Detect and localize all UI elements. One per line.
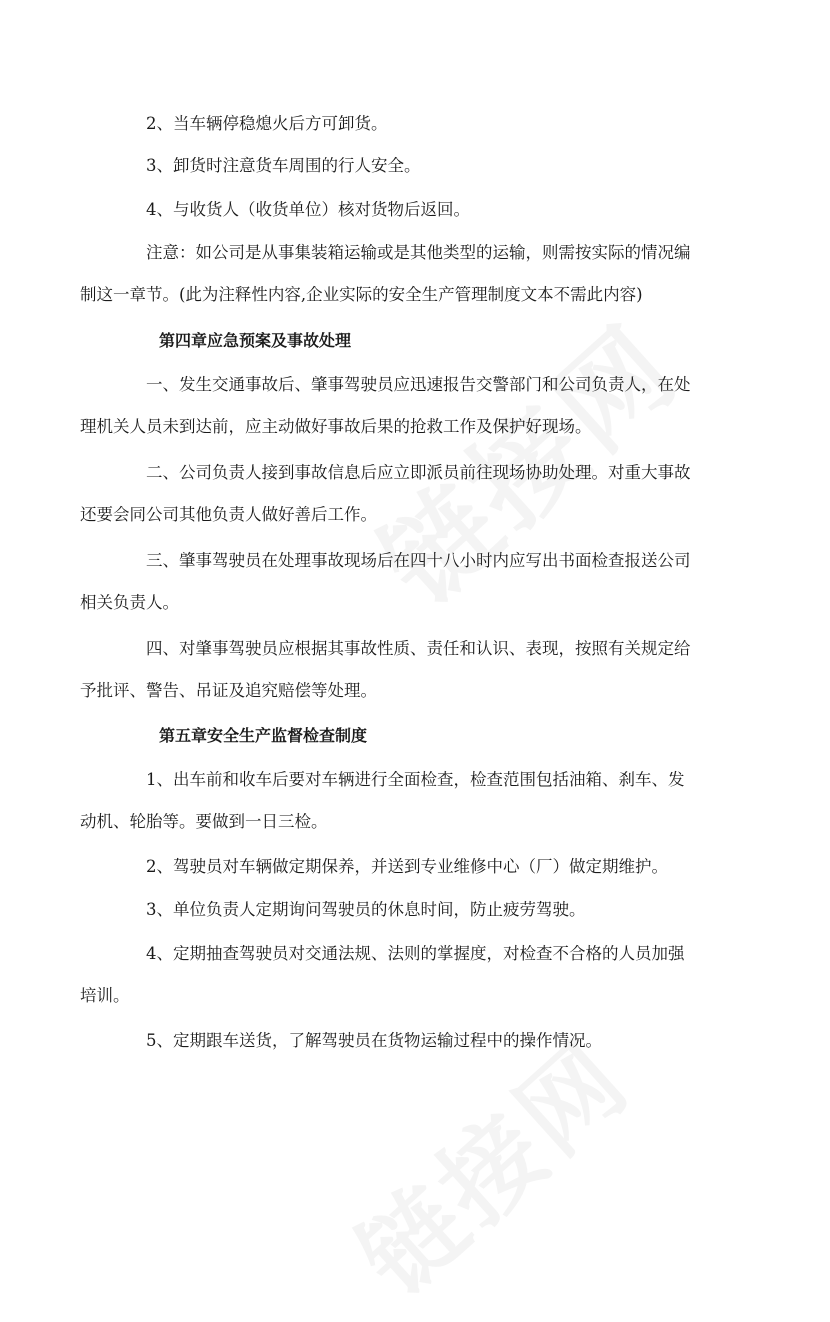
paragraph-line: 四、对肇事驾驶员应根据其事故性质、责任和认识、表现，按照有关规定给 <box>146 639 691 658</box>
paragraph-line: 理机关人员未到达前，应主动做好事故后果的抢救工作及保护好现场。 <box>80 417 592 436</box>
paragraph-line: 三、肇事驾驶员在处理事故现场后在四十八小时内应写出书面检查报送公司 <box>146 551 691 570</box>
paragraph <box>80 364 717 448</box>
paragraph-line: 予批评、警告、吊证及追究赔偿等处理。 <box>80 681 377 700</box>
paragraph: 5、定期跟车送货，了解驾驶员在货物运输过程中的操作情况。 <box>146 1031 602 1050</box>
paragraph-line: 1、出车前和收车后要对车辆进行全面检查，检查范围包括油箱、刹车、发 <box>146 770 685 789</box>
paragraph-line: 一、发生交通事故后、肇事驾驶员应迅速报告交警部门和公司负责人，在处 <box>146 375 691 394</box>
paragraph-line: 培训。 <box>80 986 130 1005</box>
paragraph-line: 还要会同公司其他负责人做好善后工作。 <box>80 505 377 524</box>
paragraph-line: 动机、轮胎等。要做到一日三检。 <box>80 812 328 831</box>
paragraph: 3、单位负责人定期询问驾驶员的休息时间，防止疲劳驾驶。 <box>146 900 586 919</box>
paragraph-line: 注意：如公司是从事集装箱运输或是其他类型的运输，则需按实际的情况编 <box>146 243 691 262</box>
paragraph <box>80 540 717 624</box>
paragraph <box>80 232 717 316</box>
paragraph-line: 4、定期抽查驾驶员对交通法规、法则的掌握度，对检查不合格的人员加强 <box>146 944 685 963</box>
paragraph: 4、与收货人（收货单位）核对货物后返回。 <box>146 200 470 219</box>
chapter-heading: 第四章应急预案及事故处理 <box>159 331 352 350</box>
paragraph-line: 二、公司负责人接到事故信息后应立即派员前往现场协助处理。对重大事故 <box>146 463 691 482</box>
paragraph <box>80 628 717 712</box>
chapter-heading: 第五章安全生产监督检查制度 <box>159 726 368 745</box>
paragraph: 3、卸货时注意货车周围的行人安全。 <box>146 156 421 175</box>
paragraph <box>80 933 717 1017</box>
paragraph: 2、当车辆停稳熄火后方可卸货。 <box>146 114 388 133</box>
paragraph <box>80 452 717 536</box>
paragraph <box>80 759 717 843</box>
paragraph: 2、驾驶员对车辆做定期保养，并送到专业维修中心（厂）做定期维护。 <box>146 857 668 876</box>
paragraph-line: 制这一章节。(此为注释性内容,企业实际的安全生产管理制度文本不需此内容) <box>80 285 643 304</box>
paragraph-line: 相关负责人。 <box>80 593 179 612</box>
